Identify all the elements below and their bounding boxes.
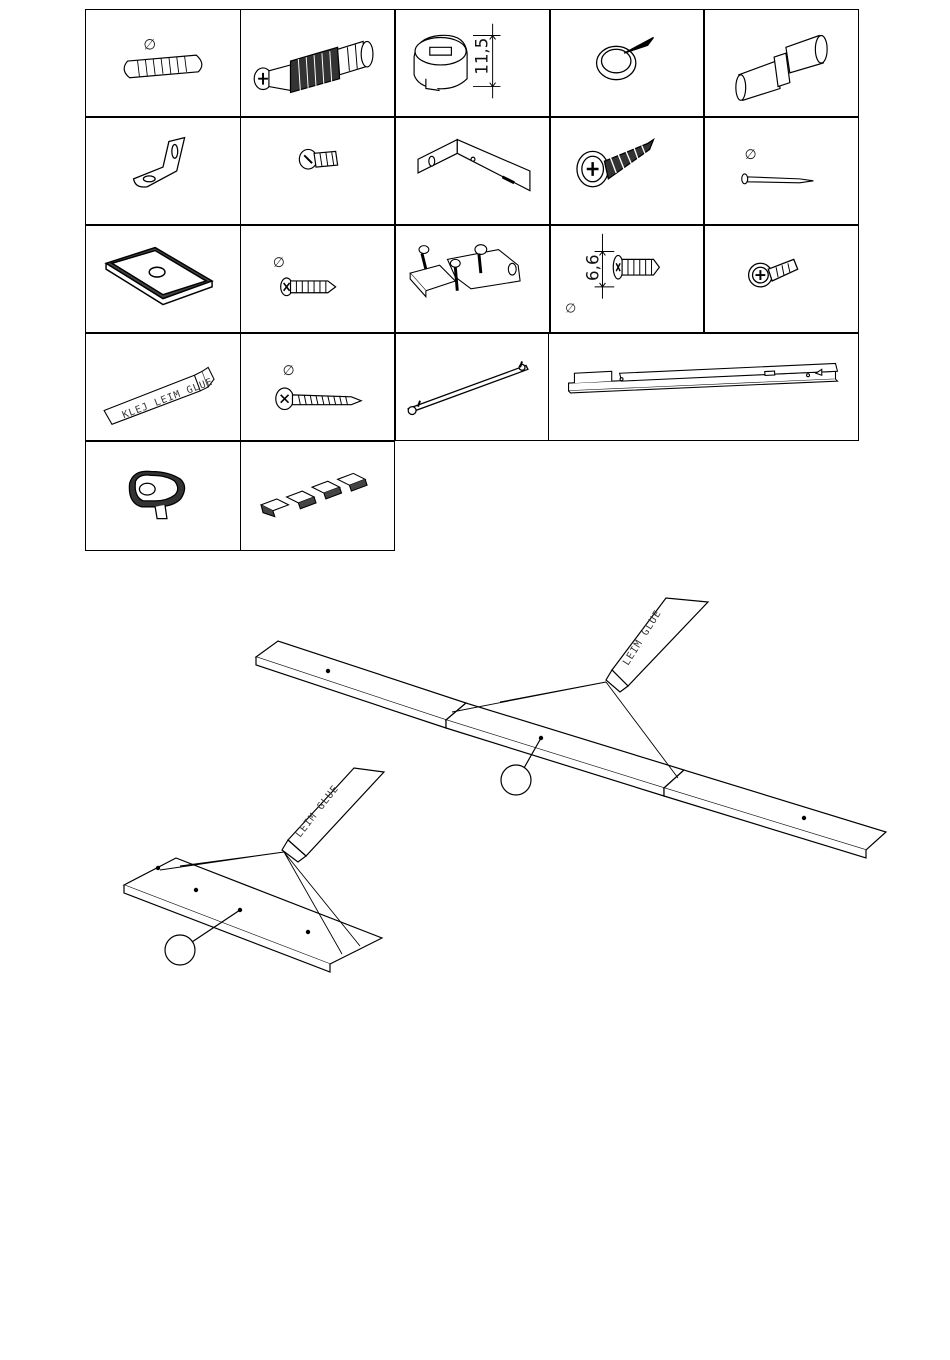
part-cell-felt-pads [240,441,395,551]
part-cell-angle-bracket [85,117,241,225]
diameter-symbol: ∅ [143,36,157,54]
part-cell-dowel [85,9,241,117]
hinge-screw-dimension: 6,6 [583,254,603,281]
bottom-panel [124,858,382,964]
cam-lock-dimension: 11,5 [472,37,492,75]
cam-lock-icon [396,10,549,116]
glue-tube-bottom [288,768,384,856]
glue-tube-bottom-label: LEIM GLUE [293,783,342,840]
felt-pads-icon [241,442,394,550]
diameter-symbol: ∅ [272,255,285,272]
part-cell-machine-screw [240,117,395,225]
wood-screw-icon [241,334,394,440]
cam-bolt-icon [241,10,394,116]
panel-segment-right [664,770,886,850]
countersunk-screw-icon [241,226,394,332]
panel-segment-middle [446,703,684,788]
nail-glide-icon [551,10,703,116]
part-cell-cam-bolt [240,9,395,117]
glue-tube-icon [86,334,240,440]
part-cell-hinge [395,225,550,333]
mounting-bracket-icon [396,118,549,224]
cam-housing-icon [86,442,240,550]
diameter-symbol: ∅ [744,147,757,164]
assembly-diagram [0,580,950,1000]
part-cell-furniture-glide [550,9,704,117]
diameter-symbol: ∅ [282,363,295,380]
part-cell-mounting-plate [395,117,550,225]
part-cell-cam-housing [85,441,241,551]
panel-segment-left [256,641,466,720]
part-cell-glue [85,333,241,441]
shelf-pin-icon [705,10,858,116]
part-cell-screw-16 [240,225,395,333]
hinge-screw-icon [551,226,703,332]
connector-screw-icon [705,226,858,332]
callout-circle-top [501,765,531,795]
wooden-dowel-icon [86,10,240,116]
callout-circle-bottom [165,935,195,965]
part-cell-shelf-pin [704,9,859,117]
concealed-hinge-icon [396,226,549,332]
glue-tube-top [612,598,708,686]
part-cell-drawer-runner [548,333,859,441]
glue-tube-label: KLEJ LEIM GLUE [120,376,215,422]
machine-screw-icon [241,118,394,224]
part-cell-handle [395,333,550,441]
part-cell-cam-lock [395,9,550,117]
part-cell-cover-plate [85,225,241,333]
washer-head-screw-icon [551,118,703,224]
drawer-slide-icon [549,334,858,440]
part-cell-wood-screw-washer [550,117,704,225]
glue-tube-top-label: LEIM GLUE [621,608,665,668]
cover-plate-icon [86,226,240,332]
pin-nail-icon [705,118,858,224]
part-cell-screw-15 [240,333,395,441]
diameter-symbol: ∅ [565,301,577,317]
part-cell-pin-nail [704,117,859,225]
angle-bracket-icon [86,118,240,224]
part-cell-hinge-screw [550,225,704,333]
bar-handle-icon [396,334,549,440]
part-cell-connector-screw [704,225,859,333]
